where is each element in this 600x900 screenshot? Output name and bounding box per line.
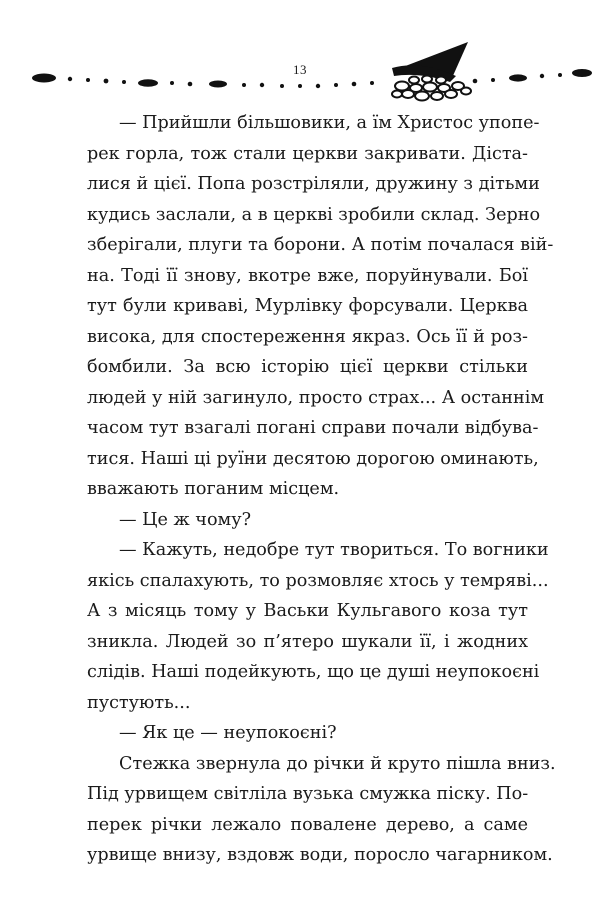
- text-line: — Прийшли більшовики, а їм Христос упопе-: [119, 113, 540, 133]
- text-line: — Це ж чому?: [119, 509, 252, 530]
- text-line: людей у ній загинуло, просто страх... А останнім: [87, 387, 545, 408]
- text-line: часом тут взагалі погані справи почали відбува-: [87, 418, 539, 438]
- text-line: тися. Наші ці руїни десятою дорогою оминають,: [87, 448, 539, 469]
- text-line: зникла. Людей зо п’ятеро шукали її, і жодних: [87, 631, 528, 652]
- page-number: 13: [293, 62, 307, 77]
- body-text: [87, 108, 556, 871]
- text-line: слідів. Наші подейкують, що це душі неупокоєні: [87, 662, 540, 682]
- text-line: Під урвищем світліла вузька смужка піску. По-: [87, 784, 529, 804]
- text-line: — Кажуть, недобре тут твориться. То вогники: [119, 540, 549, 560]
- text-line: зберігали, плуги та борони. А потім почалася вій-: [87, 235, 554, 255]
- text-line: урвище внизу, вздовж води, поросло чагарником.: [87, 845, 553, 865]
- text-line: Стежка звернула до річки й круто пішла вниз.: [119, 753, 556, 774]
- text-line: рек горла, тож стали церкви закривати. Діста-: [87, 143, 528, 164]
- text-line: — Як це — неупокоєні?: [119, 723, 337, 743]
- text-line: А з місяць тому у Васьки Кульгавого коза тут: [87, 601, 528, 621]
- text-line: перек річки лежало повалене дерево, а саме: [87, 814, 528, 835]
- text-line: пустують...: [87, 692, 191, 713]
- text-line: вважають поганим місцем.: [87, 479, 340, 499]
- text-line: на. Тоді її знову, вкотре вже, поруйнували. Бої: [87, 265, 528, 286]
- text-line: тут були криваві, Мурлівку форсували. Церква: [87, 296, 528, 316]
- text-line: якісь спалахують, то розмовляє хтось у темряві...: [87, 570, 549, 591]
- text-line: висока, для спостереження якраз. Ось її й роз-: [87, 326, 528, 347]
- text-line: лися й цієї. Попа розстріляли, дружину з дітьми: [87, 174, 540, 194]
- text-line: кудись заслали, а в церкві зробили склад. Зерно: [87, 204, 541, 225]
- text-line: бомбили. За всю історію цієї церкви стільки: [87, 357, 528, 377]
